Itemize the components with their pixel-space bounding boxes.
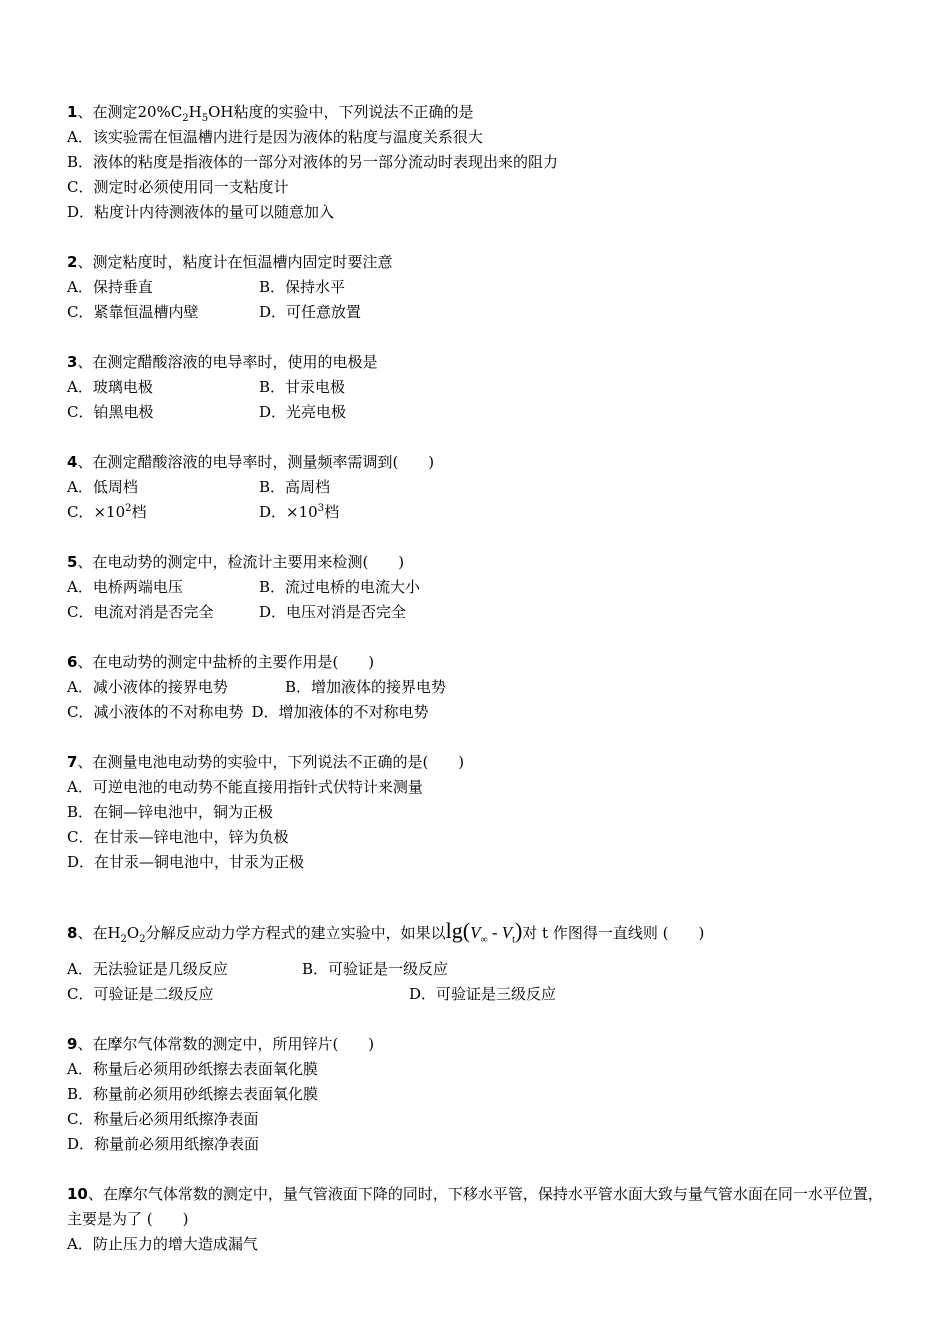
question-5	[67, 550, 887, 625]
option-a[interactable]: A．减小液体的接界电势	[67, 678, 228, 696]
question-number: 1	[67, 103, 78, 121]
question-number: 8	[67, 924, 78, 942]
question-stem: 8、在$H_2O_2$分解反应动力学方程式的建立实验中，如果以$\lg(V_\infty - V_t)$对 t 作图得一直线则 ( )	[67, 918, 705, 946]
option-c[interactable]: C．减小液体的不对称电势	[67, 703, 244, 721]
option-d[interactable]: D．称量前必须用纸擦净表面	[67, 1135, 260, 1153]
option-a[interactable]: A．保持垂直	[67, 278, 153, 296]
question-10	[67, 1182, 887, 1257]
question-number: 3	[67, 353, 78, 371]
question-2	[67, 250, 887, 325]
question-number: 9	[67, 1035, 78, 1053]
option-b[interactable]: B．称量前必须用砂纸擦去表面氧化膜	[67, 1085, 319, 1103]
option-c[interactable]: C．$\times 10^2$档	[67, 503, 147, 521]
question-stem: 6、在电动势的测定中盐桥的主要作用是( )	[67, 653, 375, 671]
option-c[interactable]: C．紧靠恒温槽内壁	[67, 303, 199, 321]
option-d[interactable]: D．粘度计内待测液体的量可以随意加入	[67, 203, 335, 221]
question-stem: 1、在测定$20\%C_2H_5OH$粘度的实验中，下列说法不正确的是	[67, 103, 474, 124]
option-d[interactable]: D．可任意放置	[259, 303, 362, 321]
question-number: 4	[67, 453, 78, 471]
option-b[interactable]: B．液体的粘度是指液体的一部分对液体的另一部分流动时表现出来的阻力	[67, 153, 559, 171]
option-d[interactable]: D．在甘汞—铜电池中，甘汞为正极	[67, 853, 305, 871]
option-b[interactable]: B．增加液体的接界电势	[285, 678, 447, 696]
question-stem: 9、在摩尔气体常数的测定中，所用锌片( )	[67, 1035, 375, 1053]
question-stem: 5、在电动势的测定中，检流计主要用来检测( )	[67, 553, 405, 571]
option-c[interactable]: C．在甘汞—锌电池中，锌为负极	[67, 828, 289, 846]
option-b[interactable]: B．在铜—锌电池中，铜为正极	[67, 803, 274, 821]
question-1	[67, 100, 887, 225]
question-stem: 7、在测量电池电动势的实验中，下列说法不正确的是( )	[67, 753, 465, 771]
rate-formula: $\lg(V_\infty - V_t)$	[445, 918, 523, 946]
option-a[interactable]: A．电桥两端电压	[67, 578, 183, 596]
option-d[interactable]: D．可验证是三级反应	[409, 985, 557, 1003]
question-number: 6	[67, 653, 78, 671]
option-a[interactable]: A．称量后必须用砂纸擦去表面氧化膜	[67, 1060, 318, 1078]
question-stem: 10、在摩尔气体常数的测定中，量气管液面下降的同时，下移水平管，保持水平管水面大致与量气管水面在同一水平位置，主要是为了 ( )	[67, 1185, 883, 1228]
option-d[interactable]: D．光亮电极	[259, 403, 347, 421]
question-number: 2	[67, 253, 78, 271]
option-c[interactable]: C．铂黑电极	[67, 403, 154, 421]
option-b[interactable]: B．保持水平	[259, 278, 346, 296]
option-a[interactable]: A．可逆电池的电动势不能直接用指针式伏特计来测量	[67, 778, 423, 796]
option-b[interactable]: B．甘汞电极	[259, 378, 346, 396]
option-d[interactable]: D．电压对消是否完全	[259, 603, 407, 621]
question-9	[67, 1032, 887, 1157]
question-number: 10	[67, 1185, 88, 1203]
question-7	[67, 750, 887, 875]
option-a[interactable]: A．无法验证是几级反应	[67, 960, 228, 978]
option-c[interactable]: C．测定时必须使用同一支粘度计	[67, 178, 289, 196]
option-c[interactable]: C．可验证是二级反应	[67, 985, 214, 1003]
option-d[interactable]: D．增加液体的不对称电势	[251, 703, 429, 721]
question-4	[67, 450, 887, 525]
question-stem: 2、测定粘度时，粘度计在恒温槽内固定时要注意	[67, 253, 393, 271]
question-number: 5	[67, 553, 78, 571]
option-b[interactable]: B．高周档	[259, 478, 331, 496]
option-a[interactable]: A．该实验需在恒温槽内进行是因为液体的粘度与温度关系很大	[67, 128, 483, 146]
option-a[interactable]: A．玻璃电极	[67, 378, 153, 396]
option-d[interactable]: D．$\times 10^3$档	[259, 503, 340, 521]
option-a[interactable]: A．防止压力的增大造成漏气	[67, 1235, 258, 1253]
option-c[interactable]: C．电流对消是否完全	[67, 603, 214, 621]
option-a[interactable]: A．低周档	[67, 478, 138, 496]
question-stem: 3、在测定醋酸溶液的电导率时，使用的电极是	[67, 353, 378, 371]
question-number: 7	[67, 753, 78, 771]
question-stem: 4、在测定醋酸溶液的电导率时，测量频率需调到( )	[67, 453, 435, 471]
question-8	[67, 913, 887, 1007]
option-c[interactable]: C．称量后必须用纸擦净表面	[67, 1110, 259, 1128]
question-3	[67, 350, 887, 425]
question-6	[67, 650, 887, 725]
option-b[interactable]: B．可验证是一级反应	[302, 960, 449, 978]
document-body	[67, 100, 887, 1257]
option-b[interactable]: B．流过电桥的电流大小	[259, 578, 421, 596]
